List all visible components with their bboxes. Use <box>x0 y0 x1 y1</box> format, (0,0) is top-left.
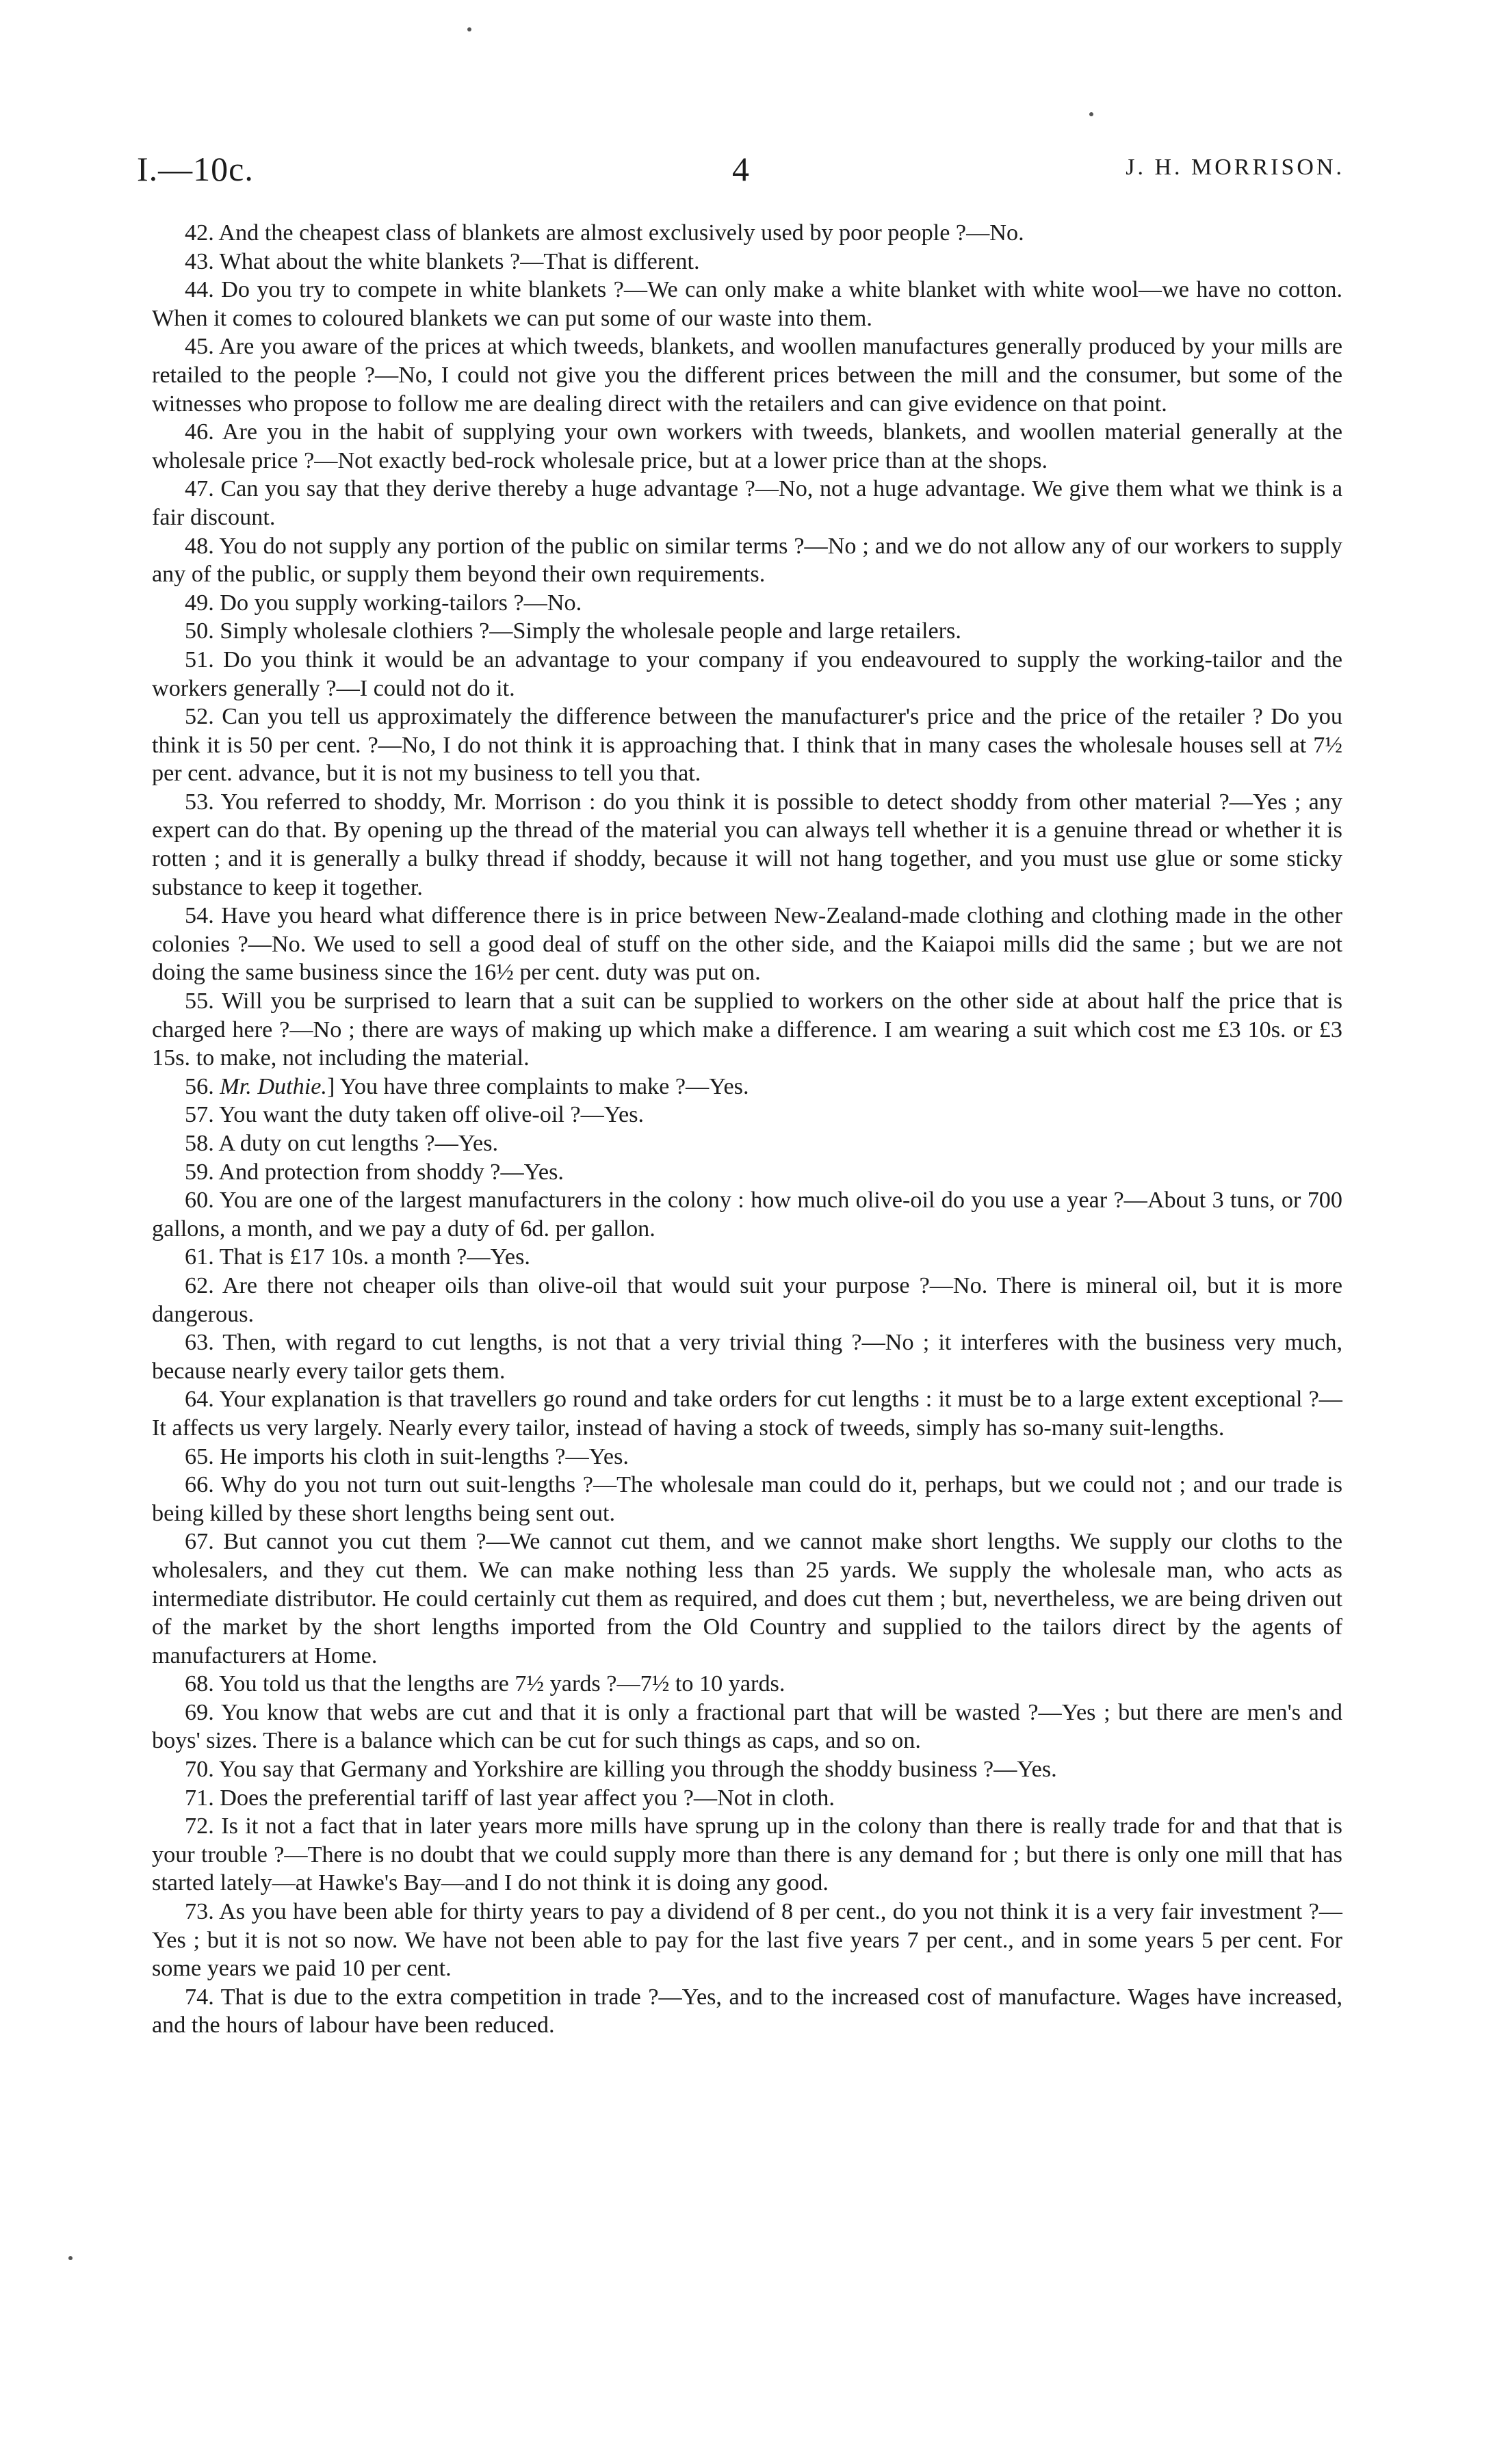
witness-name: J. H. MORRISON. <box>1126 155 1344 180</box>
testimony-paragraph: 57. You want the duty taken off olive-oil ?—Yes. <box>185 1102 645 1128</box>
testimony-paragraph: 70. You say that Germany and Yorkshire are killing you through the shoddy business ?—Yes. <box>185 1757 1057 1783</box>
testimony-paragraph: 51. Do you think it would be an advantage to your company if you endeavoured to supply the working-tailor and the workers generally ?—I could not do it. <box>152 646 1342 701</box>
testimony-paragraph: 55. Will you be surprised to learn that a suit can be supplied to workers on the other side at about half the price that is charged here ?—No ; there are ways of making up which make a difference. I am wearing a suit which cost me £3 10s. or £3 15s. to make, not including the material. <box>152 988 1342 1071</box>
testimony-paragraph: 52. Can you tell us approximately the difference between the manufacturer's price and the price of the retailer ? Do you think it is 50 per cent. ?—No, I do not think it is approaching that. I think that in many cases the wholesale houses sell at 7½ per cent. advance, but it is not my business to tell you that. <box>152 704 1342 787</box>
page-header <box>137 149 1344 190</box>
testimony-paragraph: 64. Your explanation is that travellers go round and take orders for cut lengths : it must be to a large extent exceptional ?—It affects us very largely. Nearly every tailor, instead of having a stock of tweeds, simply has so-many suit-lengths. <box>152 1387 1342 1441</box>
testimony-paragraph: 53. You referred to shoddy, Mr. Morrison : do you think it is possible to detect shoddy from other material ?—Yes ; any expert can do that. By opening up the thread of the material you can always tell whether it is a genuine thread or whether it is rotten ; and it is generally a bulky thread if shoddy, because it will not hang together, and you must use glue or some sticky substance to keep it together. <box>152 789 1342 900</box>
testimony-paragraph: 73. As you have been able for thirty years to pay a dividend of 8 per cent., do you not think it is a very fair investment ?—Yes ; but it is not so now. We have not been able to pay for the last five years 7 per cent., and in some years 5 per cent. For some years we paid 10 per cent. <box>152 1899 1342 1982</box>
testimony-paragraph: 47. Can you say that they derive thereby a huge advantage ?—No, not a huge advantage. We give them what we think is a fair discount. <box>152 476 1342 530</box>
testimony-paragraph: 72. Is it not a fact that in later years more mills have sprung up in the colony than there is really trade for and that that is your trouble ?—There is no doubt that we could supply more than there is any demand for ; but there is only one mill that has started lately—at Hawke's Bay—and I do not think it is doing any good. <box>152 1813 1342 1896</box>
testimony-paragraph: 48. You do not supply any portion of the public on similar terms ?—No ; and we do not allow any of our workers to supply any of the public, or supply them beyond their own requirements. <box>152 533 1342 588</box>
document-reference: I.—10c. <box>137 150 254 188</box>
speck-mark <box>68 2256 73 2260</box>
testimony-paragraph: 44. Do you try to compete in white blankets ?—We can only make a white blanket with white wool—we have no cotton. When it comes to coloured blankets we can put some of our waste into them. <box>152 277 1342 331</box>
testimony-paragraph: 68. You told us that the lengths are 7½ yards ?—7½ to 10 yards. <box>185 1671 785 1697</box>
testimony-paragraph-speaker <box>152 1073 1342 1101</box>
testimony-paragraph: 69. You know that webs are cut and that it is only a fractional part that will be wasted ?—Yes ; but there are men's and boys' sizes. There is a balance which can be cut for such things as caps, and so on. <box>152 1699 1342 1754</box>
testimony-paragraph: 63. Then, with regard to cut lengths, is not that a very trivial thing ?—No ; it interferes with the business very much, because nearly every tailor gets them. <box>152 1330 1342 1384</box>
testimony-paragraph: 59. And protection from shoddy ?—Yes. <box>185 1159 564 1185</box>
speck-mark <box>1089 112 1093 116</box>
testimony-paragraph: 62. Are there not cheaper oils than olive-oil that would suit your purpose ?—No. There is mineral oil, but it is more dangerous. <box>152 1272 1342 1327</box>
testimony-paragraph: 71. Does the preferential tariff of last year affect you ?—Not in cloth. <box>185 1785 835 1811</box>
testimony-paragraph: 54. Have you heard what difference there is in price between New-Zealand-made clothing and clothing made in the other colonies ?—No. We used to sell a good deal of stuff on the other side, and the Kaiapoi mills did the same ; but we are not doing the same business since the 16½ per cent. duty was put on. <box>152 903 1342 986</box>
testimony-paragraph: 60. You are one of the largest manufacturers in the colony : how much olive-oil do you use a year ?—About 3 tuns, or 700 gallons, a month, and we pay a duty of 6d. per gallon. <box>152 1188 1342 1242</box>
testimony-paragraph: 61. That is £17 10s. a month ?—Yes. <box>185 1244 530 1270</box>
testimony-paragraph: 42. And the cheapest class of blankets are almost exclusively used by poor people ?—No. <box>185 220 1024 246</box>
testimony-paragraph: 46. Are you in the habit of supplying your own workers with tweeds, blankets, and woollen material generally at the wholesale price ?—Not exactly bed-rock wholesale price, but at a lower price than at the shops. <box>152 419 1342 473</box>
testimony-paragraph: 66. Why do you not turn out suit-lengths ?—The wholesale man could do it, perhaps, but we could not ; and our trade is being killed by these short lengths being sent out. <box>152 1472 1342 1526</box>
testimony-paragraph: 43. What about the white blankets ?—That is different. <box>185 248 700 274</box>
testimony-paragraph: 45. Are you aware of the prices at which tweeds, blankets, and woollen manufactures generally produced by your mills are retailed to the people ?—No, I could not give you the different prices between the mill and the consumer, but some of the witnesses who propose to follow me are dealing direct with the retailers and can give evidence on that point. <box>152 334 1342 417</box>
testimony-paragraph: 50. Simply wholesale clothiers ?—Simply the wholesale people and large retailers. <box>185 618 961 644</box>
speck-mark <box>467 27 471 31</box>
page-number: 4 <box>732 150 749 188</box>
testimony-body <box>152 219 1342 2040</box>
question-text: ] You have three complaints to make ?—Yes. <box>326 1073 749 1099</box>
testimony-paragraph: 74. That is due to the extra competition in trade ?—Yes, and to the increased cost of manufacture. Wages have increased, and the hours of labour have been reduced. <box>152 1984 1342 2039</box>
speaker-name: Mr. Duthie. <box>220 1073 327 1099</box>
testimony-paragraph: 49. Do you supply working-tailors ?—No. <box>185 590 582 616</box>
testimony-paragraph: 65. He imports his cloth in suit-lengths ?—Yes. <box>185 1443 629 1469</box>
testimony-paragraph: 58. A duty on cut lengths ?—Yes. <box>185 1131 499 1156</box>
testimony-paragraph: 67. But cannot you cut them ?—We cannot cut them, and we cannot make short lengths. We supply our cloths to the wholesalers, and they cut them. We can make nothing less than 25 yards. We supply the wholesale man, who acts as intermediate distributor. He could certainly cut them as required, and does cut them ; but, nevertheless, we are being driven out of the market by the short lengths imported from the Old Country and supplied to the tailors direct by the agents of manufacturers at Home. <box>152 1529 1342 1668</box>
question-number: 56. <box>185 1073 214 1099</box>
